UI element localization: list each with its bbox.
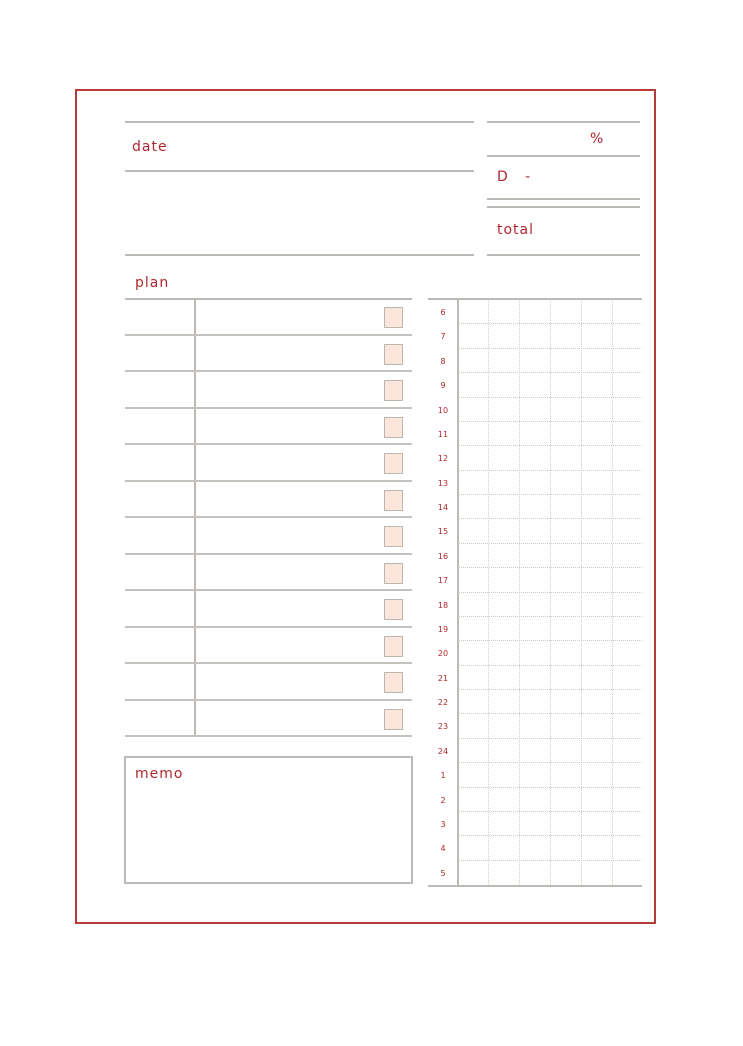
plan-row[interactable]: [125, 336, 412, 373]
plan-row[interactable]: [125, 409, 412, 446]
hour-label: 9: [440, 381, 446, 391]
hour-label: 24: [437, 746, 449, 756]
percent-bottom-line: [487, 155, 640, 157]
plan-checkbox[interactable]: [384, 380, 403, 401]
plan-checkbox[interactable]: [384, 307, 403, 328]
hour-label: 18: [437, 600, 449, 610]
timeline-bottom-line: [428, 885, 642, 887]
date-bottom-line: [125, 170, 474, 172]
plan-checkbox[interactable]: [384, 709, 403, 730]
dday-label: D -: [497, 169, 532, 185]
plan-checkbox[interactable]: [384, 417, 403, 438]
hour-label: 16: [437, 551, 449, 561]
hour-label: 11: [437, 429, 449, 439]
date-label: date: [132, 139, 168, 155]
plan-checkbox[interactable]: [384, 453, 403, 474]
memo-label: memo: [135, 766, 184, 782]
plan-row[interactable]: [125, 482, 412, 519]
hour-row[interactable]: [428, 495, 642, 519]
plan-row[interactable]: [125, 591, 412, 628]
hour-label: 22: [437, 698, 449, 707]
plan-checkbox[interactable]: [384, 344, 403, 365]
hour-label: 15: [437, 527, 449, 537]
hour-row[interactable]: [428, 788, 642, 812]
plan-checkbox[interactable]: [384, 563, 403, 584]
plan-checkbox[interactable]: [384, 526, 403, 547]
hour-label: 8: [440, 356, 446, 366]
hour-row[interactable]: [428, 690, 642, 714]
hour-row[interactable]: [428, 763, 642, 787]
hour-row[interactable]: [428, 666, 642, 690]
hour-row[interactable]: [428, 641, 642, 665]
hour-row[interactable]: [428, 422, 642, 446]
header-bottom-line: [125, 254, 474, 256]
hour-row[interactable]: [428, 324, 642, 348]
hour-row[interactable]: [428, 471, 642, 495]
plan-row[interactable]: [125, 445, 412, 482]
hour-label: 17: [437, 576, 449, 586]
hour-row[interactable]: [428, 398, 642, 422]
hour-row[interactable]: [428, 714, 642, 738]
hour-row[interactable]: [428, 812, 642, 836]
hour-label: 23: [437, 722, 449, 732]
plan-checkbox[interactable]: [384, 636, 403, 657]
hour-label: 6: [440, 308, 446, 317]
hour-label: 3: [440, 819, 446, 829]
plan-checkbox[interactable]: [384, 672, 403, 693]
dday-bottom-line-1: [487, 198, 640, 200]
date-top-line: [125, 121, 474, 123]
total-bottom-line: [487, 254, 640, 256]
hour-label: 5: [440, 868, 446, 878]
hour-row[interactable]: [428, 349, 642, 373]
plan-row[interactable]: [125, 299, 412, 336]
percent-label: %: [590, 131, 605, 147]
hour-label: 2: [440, 795, 446, 805]
percent-top-line: [487, 121, 640, 123]
hour-row[interactable]: [428, 593, 642, 617]
hour-row[interactable]: [428, 373, 642, 397]
hour-row[interactable]: [428, 446, 642, 470]
hour-label: 21: [437, 673, 449, 683]
plan-checkbox[interactable]: [384, 599, 403, 620]
hour-row[interactable]: [428, 617, 642, 641]
hour-label: 19: [437, 624, 449, 634]
plan-checkbox[interactable]: [384, 490, 403, 511]
hour-label: 10: [437, 405, 449, 415]
plan-row[interactable]: [125, 701, 412, 738]
hour-row[interactable]: [428, 568, 642, 592]
hour-label: 4: [440, 844, 446, 854]
dday-bottom-line-2: [487, 206, 640, 208]
hour-row[interactable]: [428, 300, 642, 324]
hour-row[interactable]: [428, 836, 642, 860]
plan-row[interactable]: [125, 664, 412, 701]
hour-label: 13: [437, 478, 449, 488]
plan-row-line: [125, 735, 412, 737]
hour-row[interactable]: [428, 861, 642, 885]
hour-row[interactable]: [428, 519, 642, 543]
total-label: total: [497, 222, 535, 238]
plan-row[interactable]: [125, 555, 412, 592]
hour-label: 7: [440, 332, 446, 342]
plan-row[interactable]: [125, 372, 412, 409]
plan-row[interactable]: [125, 518, 412, 555]
hour-row[interactable]: [428, 739, 642, 763]
hour-label: 14: [437, 503, 449, 512]
plan-label: plan: [135, 275, 170, 291]
hour-label: 12: [437, 454, 449, 464]
hour-label: 1: [440, 771, 446, 781]
plan-row[interactable]: [125, 628, 412, 665]
hour-label: 20: [437, 649, 449, 659]
memo-box[interactable]: [124, 756, 413, 884]
hour-row[interactable]: [428, 544, 642, 568]
